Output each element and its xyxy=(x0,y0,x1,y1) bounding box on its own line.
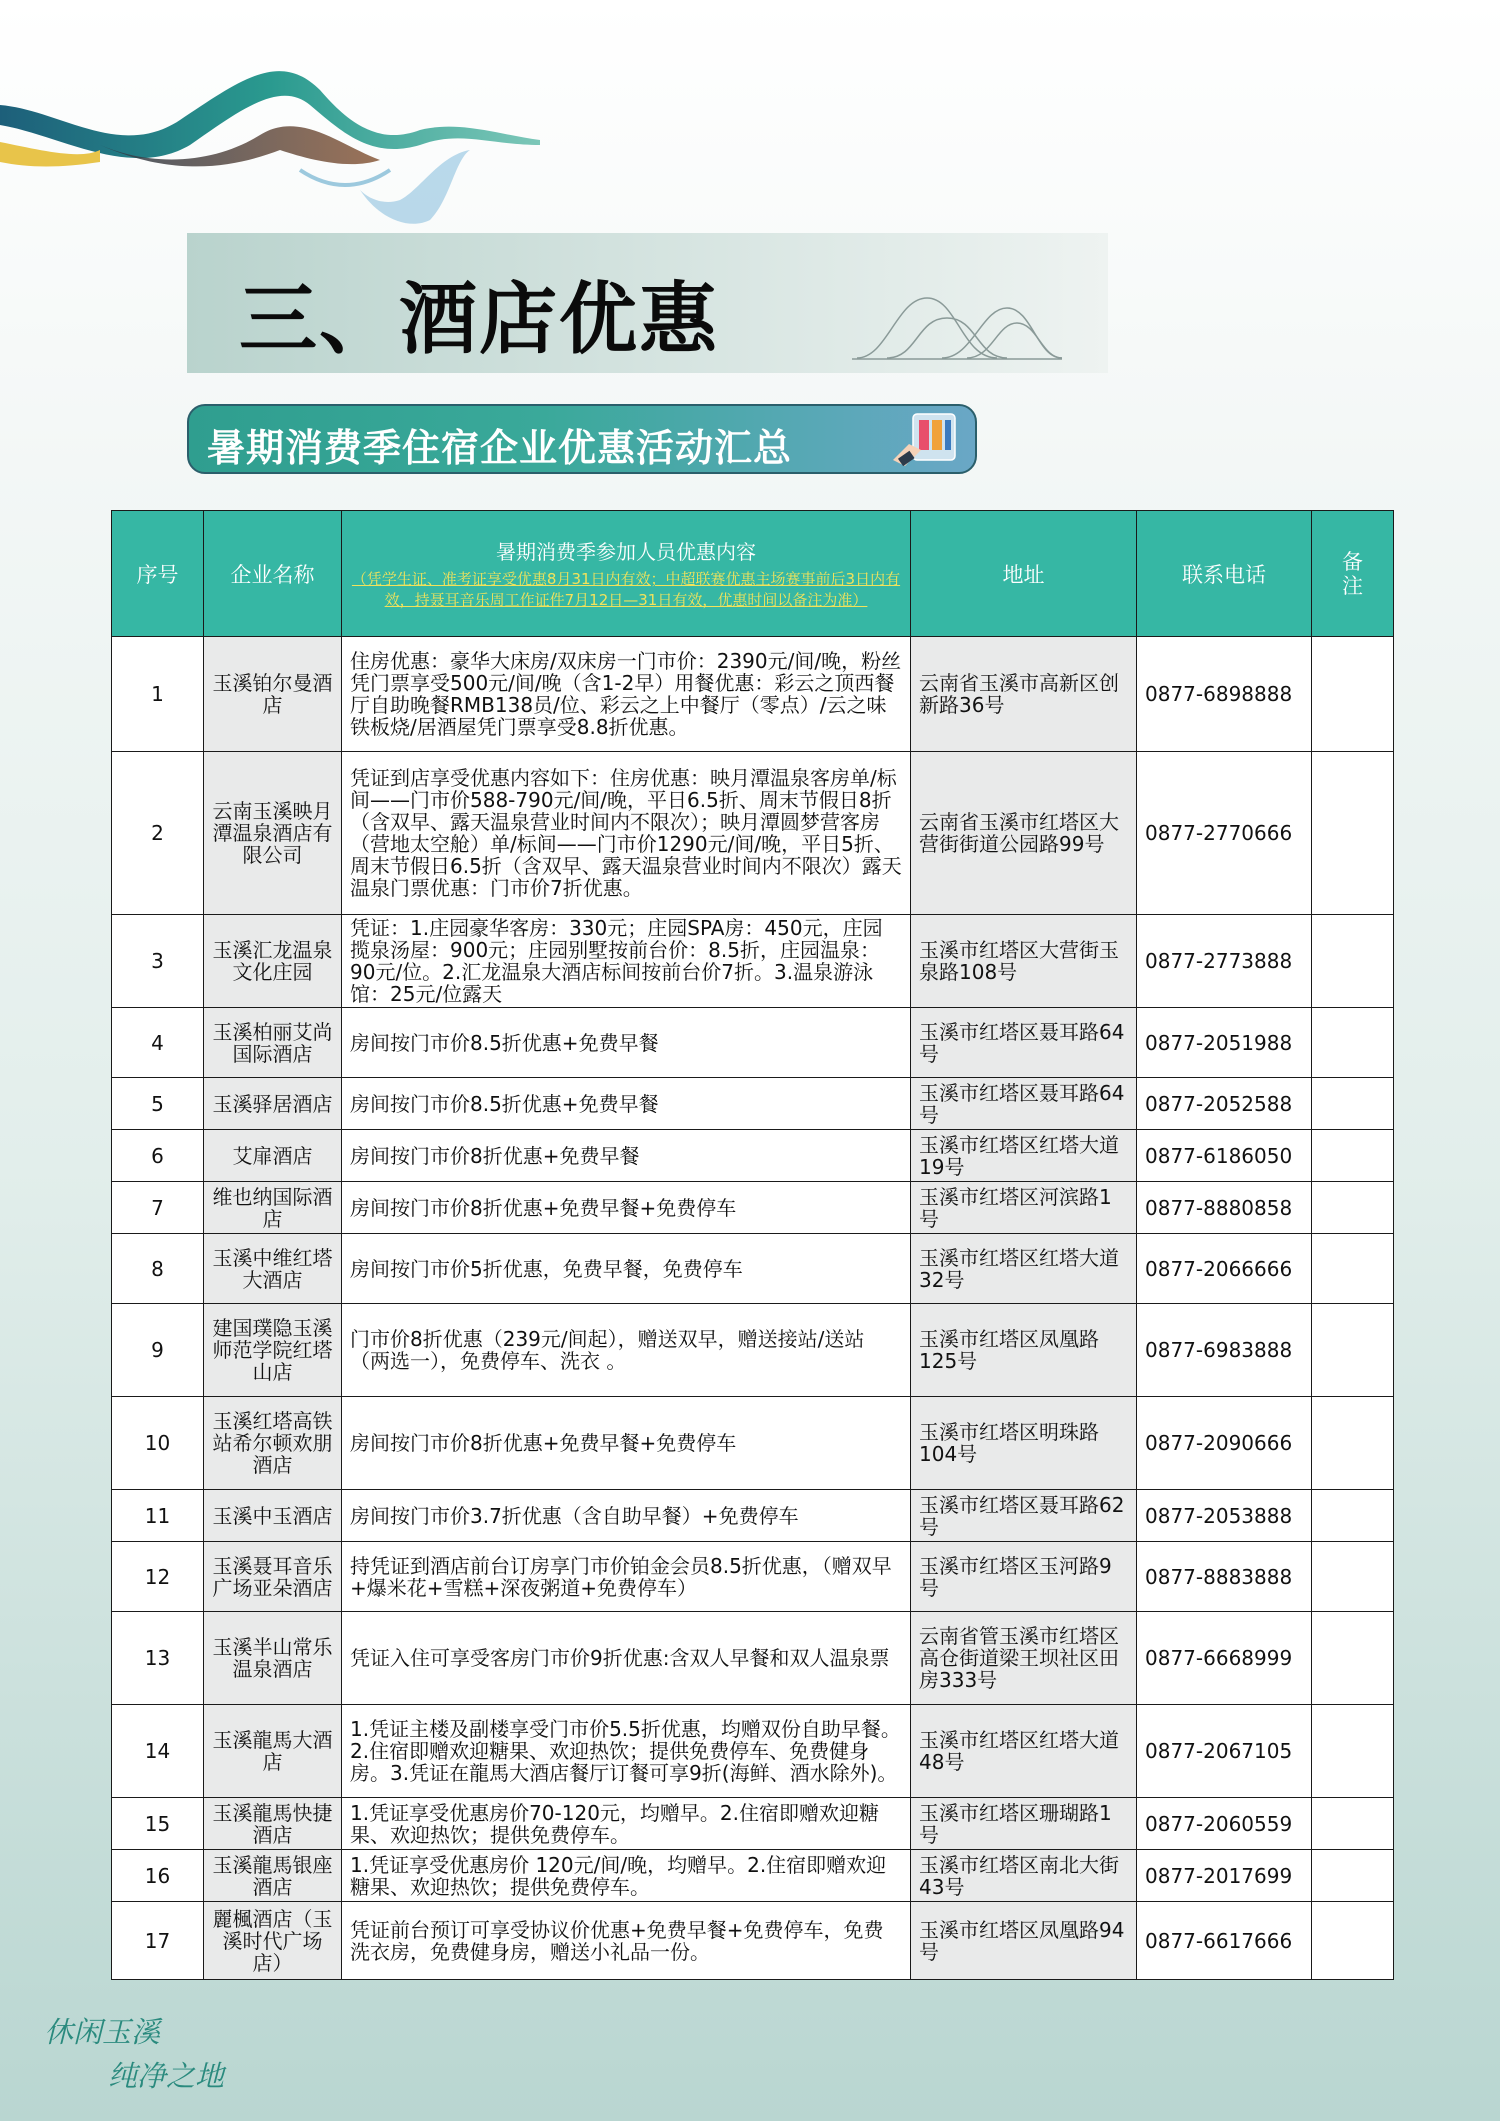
row-hotel-name: 建国璞隐玉溪师范学院红塔山店 xyxy=(204,1304,342,1397)
row-offer: 房间按门市价8折优惠+免费早餐+免费停车 xyxy=(342,1397,911,1490)
row-seq: 7 xyxy=(112,1182,204,1234)
header-remark-text: 备注 xyxy=(1342,549,1363,598)
row-phone: 0877-6898888 xyxy=(1137,637,1312,752)
row-remark xyxy=(1312,1705,1394,1798)
row-seq: 9 xyxy=(112,1304,204,1397)
header-remark xyxy=(1312,511,1394,637)
table-row xyxy=(112,1612,1394,1705)
row-address: 玉溪市红塔区聂耳路64号 xyxy=(911,1008,1137,1078)
hills-line-icon xyxy=(847,288,1067,363)
table-row xyxy=(112,1397,1394,1490)
page-title: 三、酒店优惠 xyxy=(239,275,720,365)
wave-decoration-icon xyxy=(0,50,560,230)
row-hotel-name: 玉溪铂尔曼酒店 xyxy=(204,637,342,752)
row-phone: 0877-6983888 xyxy=(1137,1304,1312,1397)
table-row xyxy=(112,1902,1394,1980)
row-remark xyxy=(1312,1798,1394,1850)
row-hotel-name: 麗楓酒店（玉溪时代广场店） xyxy=(204,1902,342,1980)
row-hotel-name: 玉溪半山常乐温泉酒店 xyxy=(204,1612,342,1705)
row-seq: 14 xyxy=(112,1705,204,1798)
row-phone: 0877-2770666 xyxy=(1137,752,1312,915)
row-remark xyxy=(1312,1304,1394,1397)
row-seq: 13 xyxy=(112,1612,204,1705)
row-remark xyxy=(1312,1008,1394,1078)
row-remark xyxy=(1312,915,1394,1008)
row-phone: 0877-2060559 xyxy=(1137,1798,1312,1850)
title-banner xyxy=(187,233,1108,373)
row-address: 玉溪市红塔区红塔大道48号 xyxy=(911,1705,1137,1798)
row-address: 玉溪市红塔区珊瑚路1号 xyxy=(911,1798,1137,1850)
row-remark xyxy=(1312,1612,1394,1705)
row-hotel-name: 玉溪中维红塔大酒店 xyxy=(204,1234,342,1304)
row-offer: 凭证前台预订可享受协议价优惠+免费早餐+免费停车，免费洗衣房，免费健身房，赠送小礼品一份。 xyxy=(342,1902,911,1980)
row-address: 玉溪市红塔区红塔大道32号 xyxy=(911,1234,1137,1304)
row-hotel-name: 云南玉溪映月潭温泉酒店有限公司 xyxy=(204,752,342,915)
table-row xyxy=(112,1705,1394,1798)
row-remark xyxy=(1312,1542,1394,1612)
row-hotel-name: 维也纳国际酒店 xyxy=(204,1182,342,1234)
subtitle-banner xyxy=(187,404,977,474)
table-row xyxy=(112,1304,1394,1397)
table-row xyxy=(112,637,1394,752)
row-phone: 0877-2773888 xyxy=(1137,915,1312,1008)
table-row xyxy=(112,1078,1394,1130)
row-offer: 房间按门市价8.5折优惠+免费早餐 xyxy=(342,1008,911,1078)
row-address: 玉溪市红塔区聂耳路62号 xyxy=(911,1490,1137,1542)
row-hotel-name: 玉溪聂耳音乐广场亚朵酒店 xyxy=(204,1542,342,1612)
row-phone: 0877-8880858 xyxy=(1137,1182,1312,1234)
row-seq: 2 xyxy=(112,752,204,915)
row-address: 玉溪市红塔区红塔大道19号 xyxy=(911,1130,1137,1182)
row-seq: 16 xyxy=(112,1850,204,1902)
row-hotel-name: 玉溪龍馬快捷酒店 xyxy=(204,1798,342,1850)
row-seq: 4 xyxy=(112,1008,204,1078)
table-row xyxy=(112,915,1394,1008)
table-row xyxy=(112,1542,1394,1612)
row-phone: 0877-2090666 xyxy=(1137,1397,1312,1490)
row-offer: 房间按门市价3.7折优惠（含自助早餐）+免费停车 xyxy=(342,1490,911,1542)
row-hotel-name: 玉溪龍馬银座酒店 xyxy=(204,1850,342,1902)
header-phone: 联系电话 xyxy=(1137,511,1312,637)
table-row xyxy=(112,1008,1394,1078)
row-address: 玉溪市红塔区明珠路104号 xyxy=(911,1397,1137,1490)
row-hotel-name: 玉溪龍馬大酒店 xyxy=(204,1705,342,1798)
row-offer: 凭证入住可享受客房门市价9折优惠:含双人早餐和双人温泉票 xyxy=(342,1612,911,1705)
row-offer: 1.凭证享受优惠房价 120元/间/晚，均赠早。2.住宿即赠欢迎糖果、欢迎热饮；提供免费停车。 xyxy=(342,1850,911,1902)
row-offer: 房间按门市价8折优惠+免费早餐+免费停车 xyxy=(342,1182,911,1234)
row-seq: 12 xyxy=(112,1542,204,1612)
row-offer: 1.凭证享受优惠房价70-120元，均赠早。2.住宿即赠欢迎糖 果、欢迎热饮；提供免费停车。 xyxy=(342,1798,911,1850)
table-row xyxy=(112,1798,1394,1850)
row-phone: 0877-2052588 xyxy=(1137,1078,1312,1130)
row-phone: 0877-2017699 xyxy=(1137,1850,1312,1902)
row-phone: 0877-2066666 xyxy=(1137,1234,1312,1304)
hotel-card-icon xyxy=(891,410,961,468)
header-offer xyxy=(342,511,911,637)
header-seq: 序号 xyxy=(112,511,204,637)
row-hotel-name: 玉溪柏丽艾尚国际酒店 xyxy=(204,1008,342,1078)
row-address: 云南省玉溪市高新区创新路36号 xyxy=(911,637,1137,752)
row-remark xyxy=(1312,1850,1394,1902)
row-seq: 8 xyxy=(112,1234,204,1304)
row-phone: 0877-6186050 xyxy=(1137,1130,1312,1182)
row-hotel-name: 艾扉酒店 xyxy=(204,1130,342,1182)
row-seq: 1 xyxy=(112,637,204,752)
row-seq: 6 xyxy=(112,1130,204,1182)
row-hotel-name: 玉溪驿居酒店 xyxy=(204,1078,342,1130)
row-phone: 0877-2051988 xyxy=(1137,1008,1312,1078)
row-offer: 凭证到店享受优惠内容如下：住房优惠：映月潭温泉客房单/标间——门市价588-790元/间/晚，平日6.5折、周末节假日8折（含双早、露天温泉营业时间内不限次）；映月潭圆梦营客房（营地太空舱）单/标间——门市价1290元/间/晚，平日5折、周末节假日6.5折（含双早、露天温泉营业时间内不限次）露天温泉门票优惠：门市价7折优惠。 xyxy=(342,752,911,915)
row-address: 玉溪市红塔区聂耳路64号 xyxy=(911,1078,1137,1130)
footer-slogan-1: 休闲玉溪 xyxy=(44,2015,161,2049)
row-offer: 门市价8折优惠（239元/间起），赠送双早，赠送接站/送站（两选一），免费停车、洗衣 。 xyxy=(342,1304,911,1397)
row-seq: 3 xyxy=(112,915,204,1008)
row-seq: 11 xyxy=(112,1490,204,1542)
row-address: 云南省玉溪市红塔区大营街街道公园路99号 xyxy=(911,752,1137,915)
row-address: 玉溪市红塔区南北大街43号 xyxy=(911,1850,1137,1902)
footer-slogan-2: 纯净之地 xyxy=(108,2059,225,2093)
row-remark xyxy=(1312,637,1394,752)
row-hotel-name: 玉溪红塔高铁站希尔顿欢朋酒店 xyxy=(204,1397,342,1490)
row-remark xyxy=(1312,1182,1394,1234)
row-remark xyxy=(1312,1078,1394,1130)
row-seq: 5 xyxy=(112,1078,204,1130)
hotel-discount-table xyxy=(111,510,1394,1980)
header-name: 企业名称 xyxy=(204,511,342,637)
row-address: 玉溪市红塔区大营街玉泉路108号 xyxy=(911,915,1137,1008)
table-row xyxy=(112,1234,1394,1304)
row-phone: 0877-2053888 xyxy=(1137,1490,1312,1542)
row-remark xyxy=(1312,1130,1394,1182)
row-remark xyxy=(1312,1397,1394,1490)
row-phone: 0877-8883888 xyxy=(1137,1542,1312,1612)
row-seq: 17 xyxy=(112,1902,204,1980)
row-remark xyxy=(1312,1902,1394,1980)
table-row xyxy=(112,1130,1394,1182)
row-address: 玉溪市红塔区玉河路9号 xyxy=(911,1542,1137,1612)
row-remark xyxy=(1312,1490,1394,1542)
header-address: 地址 xyxy=(911,511,1137,637)
row-offer: 1.凭证主楼及副楼享受门市价5.5折优惠，均赠双份自助早餐。2.住宿即赠欢迎糖果、欢迎热饮；提供免费停车、免费健身房。3.凭证在龍馬大酒店餐厅订餐可享9折(海鲜、酒水除外)。 xyxy=(342,1705,911,1798)
header-offer-note: （凭学生证、准考证享受优惠8月31日内有效；中超联赛优惠主场赛事前后3日内有效，持聂耳音乐周工作证件7月12日—31日有效，优惠时间以备注为准） xyxy=(351,570,901,609)
row-seq: 15 xyxy=(112,1798,204,1850)
table-row xyxy=(112,752,1394,915)
subtitle: 暑期消费季住宿企业优惠活动汇总 xyxy=(207,426,793,470)
row-hotel-name: 玉溪汇龙温泉文化庄园 xyxy=(204,915,342,1008)
table-header-row xyxy=(112,511,1394,637)
row-remark xyxy=(1312,1234,1394,1304)
row-offer: 房间按门市价8.5折优惠+免费早餐 xyxy=(342,1078,911,1130)
row-remark xyxy=(1312,752,1394,915)
row-address: 玉溪市红塔区凤凰路125号 xyxy=(911,1304,1137,1397)
row-hotel-name: 玉溪中玉酒店 xyxy=(204,1490,342,1542)
row-address: 云南省管玉溪市红塔区高仓街道梁王坝社区田房333号 xyxy=(911,1612,1137,1705)
row-offer: 持凭证到酒店前台订房享门市价铂金会员8.5折优惠，（赠双早+爆米花+雪糕+深夜粥道+免费停车） xyxy=(342,1542,911,1612)
row-offer: 住房优惠：豪华大床房/双床房一门市价：2390元/间/晚，粉丝凭门票享受500元/间/晚（含1-2早）用餐优惠：彩云之顶西餐厅自助晚餐RMB138员/位、彩云之上中餐厅（零点）/云之味铁板烧/居酒屋凭门票享受8.8折优惠。 xyxy=(342,637,911,752)
row-address: 玉溪市红塔区凤凰路94号 xyxy=(911,1902,1137,1980)
row-phone: 0877-6617666 xyxy=(1137,1902,1312,1980)
row-seq: 10 xyxy=(112,1397,204,1490)
row-offer: 房间按门市价5折优惠，免费早餐，免费停车 xyxy=(342,1234,911,1304)
row-offer: 房间按门市价8折优惠+免费早餐 xyxy=(342,1130,911,1182)
row-phone: 0877-6668999 xyxy=(1137,1612,1312,1705)
row-offer: 凭证：1.庄园豪华客房：330元；庄园SPA房：450元，庄园揽泉汤屋：900元；庄园别墅按前台价：8.5折，庄园温泉：90元/位。2.汇龙温泉大酒店标间按前台价7折。3.温泉游泳馆：25元/位露天 xyxy=(342,915,911,1008)
footer-logo xyxy=(40,2010,240,2100)
table-row xyxy=(112,1182,1394,1234)
table-row xyxy=(112,1850,1394,1902)
row-phone: 0877-2067105 xyxy=(1137,1705,1312,1798)
row-address: 玉溪市红塔区河滨路1号 xyxy=(911,1182,1137,1234)
table-row xyxy=(112,1490,1394,1542)
header-offer-title: 暑期消费季参加人员优惠内容 xyxy=(496,540,756,564)
